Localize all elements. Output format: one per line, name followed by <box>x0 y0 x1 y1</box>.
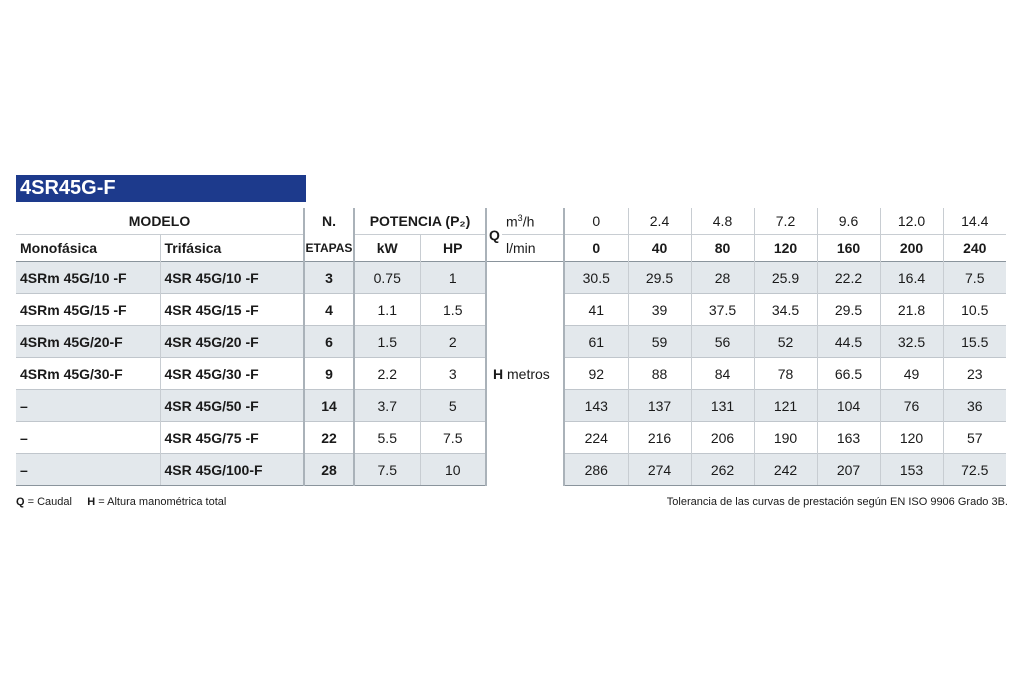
tri-model: 4SR 45G/75 -F <box>160 422 304 454</box>
head-value: 29.5 <box>628 262 691 294</box>
flow-m3h-value: 7.2 <box>754 208 817 235</box>
mono-model: – <box>16 454 160 486</box>
head-value: 56 <box>691 326 754 358</box>
mono-model: 4SRm 45G/20-F <box>16 326 160 358</box>
head-value: 84 <box>691 358 754 390</box>
head-value: 286 <box>564 454 628 486</box>
head-value: 15.5 <box>943 326 1006 358</box>
head-value: 206 <box>691 422 754 454</box>
hp-value: 1.5 <box>420 294 486 326</box>
head-value: 92 <box>564 358 628 390</box>
head-value: 163 <box>817 422 880 454</box>
head-value: 10.5 <box>943 294 1006 326</box>
head-value: 57 <box>943 422 1006 454</box>
head-value: 242 <box>754 454 817 486</box>
head-value: 49 <box>880 358 943 390</box>
head-value: 32.5 <box>880 326 943 358</box>
head-value: 207 <box>817 454 880 486</box>
head-value: 72.5 <box>943 454 1006 486</box>
header-row-2 <box>16 235 1006 262</box>
mono-model: 4SRm 45G/15 -F <box>16 294 160 326</box>
head-value: 88 <box>628 358 691 390</box>
head-value: 39 <box>628 294 691 326</box>
head-value: 190 <box>754 422 817 454</box>
head-value: 30.5 <box>564 262 628 294</box>
tolerance-note: Tolerancia de las curvas de prestación según EN ISO 9906 Grado 3B. <box>666 496 1008 508</box>
etapas-header: ETAPAS <box>304 235 354 262</box>
hp-value: 5 <box>420 390 486 422</box>
head-value: 120 <box>880 422 943 454</box>
etapas-value: 3 <box>304 262 354 294</box>
etapas-value: 9 <box>304 358 354 390</box>
tri-model: 4SR 45G/100-F <box>160 454 304 486</box>
kw-value: 0.75 <box>354 262 420 294</box>
head-value: 22.2 <box>817 262 880 294</box>
legend-note: Q = Caudal H = Altura manométrica total <box>16 496 227 508</box>
head-value: 216 <box>628 422 691 454</box>
head-value: 41 <box>564 294 628 326</box>
flow-lmin-value: 40 <box>628 235 691 262</box>
kw-value: 3.7 <box>354 390 420 422</box>
head-value: 29.5 <box>817 294 880 326</box>
head-value: 59 <box>628 326 691 358</box>
etapas-value: 22 <box>304 422 354 454</box>
tri-model: 4SR 45G/20 -F <box>160 326 304 358</box>
mono-model: 4SRm 45G/30-F <box>16 358 160 390</box>
head-value: 78 <box>754 358 817 390</box>
hp-value: 10 <box>420 454 486 486</box>
tri-model: 4SR 45G/30 -F <box>160 358 304 390</box>
hp-value: 3 <box>420 358 486 390</box>
head-value: 137 <box>628 390 691 422</box>
kw-value: 1.1 <box>354 294 420 326</box>
q-label: Q <box>489 226 500 243</box>
flow-m3h-value: 12.0 <box>880 208 943 235</box>
head-value: 143 <box>564 390 628 422</box>
head-value: 23 <box>943 358 1006 390</box>
head-value: 121 <box>754 390 817 422</box>
flow-m3h-value: 14.4 <box>943 208 1006 235</box>
head-value: 25.9 <box>754 262 817 294</box>
n-header: N. <box>304 208 354 235</box>
etapas-value: 6 <box>304 326 354 358</box>
h-unit: metros <box>507 365 550 382</box>
head-value: 153 <box>880 454 943 486</box>
flow-m3h-value: 4.8 <box>691 208 754 235</box>
head-value: 131 <box>691 390 754 422</box>
modelo-header: MODELO <box>16 208 304 235</box>
mono-model: – <box>16 422 160 454</box>
head-value: 52 <box>754 326 817 358</box>
flow-lmin-value: 200 <box>880 235 943 262</box>
flow-lmin-value: 240 <box>963 240 987 256</box>
head-value: 16.4 <box>880 262 943 294</box>
head-value: 66.5 <box>817 358 880 390</box>
head-value: 274 <box>628 454 691 486</box>
tri-model: 4SR 45G/50 -F <box>160 390 304 422</box>
h-abbr: H <box>493 365 504 382</box>
flow-lmin-value: 0 <box>564 235 628 262</box>
head-value: 34.5 <box>754 294 817 326</box>
head-label <box>486 262 564 486</box>
m3h-label: $m^3/h$ <box>502 208 564 235</box>
head-value: 224 <box>564 422 628 454</box>
mono-model: – <box>16 390 160 422</box>
tri-model: 4SR 45G/10 -F <box>160 262 304 294</box>
head-value: 44.5 <box>817 326 880 358</box>
trifasica-header: Trifásica <box>160 235 304 262</box>
tri-model: 4SR 45G/15 -F <box>160 294 304 326</box>
etapas-value: 28 <box>304 454 354 486</box>
flow-lmin-value: 80 <box>691 235 754 262</box>
hp-value: 2 <box>420 326 486 358</box>
monofasica-header: Monofásica <box>16 235 160 262</box>
kw-value: 5.5 <box>354 422 420 454</box>
etapas-value: 14 <box>304 390 354 422</box>
head-value: 7.5 <box>943 262 1006 294</box>
head-value: 37.5 <box>691 294 754 326</box>
table-title: 4SR45G-F <box>16 175 306 202</box>
lmin-label: l/min <box>502 235 564 262</box>
kw-value: 2.2 <box>354 358 420 390</box>
head-value: 28 <box>691 262 754 294</box>
performance-table <box>16 208 1006 486</box>
flow-m3h-value: 2.4 <box>628 208 691 235</box>
hp-value: 7.5 <box>420 422 486 454</box>
head-value: 76 <box>880 390 943 422</box>
hp-header: HP <box>420 235 486 262</box>
kw-header: kW <box>354 235 420 262</box>
potencia-header: POTENCIA (P₂) <box>354 208 486 235</box>
head-value: 262 <box>691 454 754 486</box>
kw-value: 7.5 <box>354 454 420 486</box>
table-row <box>16 262 1006 294</box>
flow-m3h-value: 9.6 <box>817 208 880 235</box>
head-value: 21.8 <box>880 294 943 326</box>
header-row-1 <box>16 208 1006 235</box>
mono-model: 4SRm 45G/10 -F <box>16 262 160 294</box>
hp-value: 1 <box>420 262 486 294</box>
head-value: 36 <box>943 390 1006 422</box>
flow-lmin-value: 160 <box>817 235 880 262</box>
flow-m3h-value: 0 <box>564 208 628 235</box>
head-value: 61 <box>564 326 628 358</box>
flow-lmin-value: 120 <box>754 235 817 262</box>
etapas-value: 4 <box>304 294 354 326</box>
head-value: 104 <box>817 390 880 422</box>
kw-value: 1.5 <box>354 326 420 358</box>
